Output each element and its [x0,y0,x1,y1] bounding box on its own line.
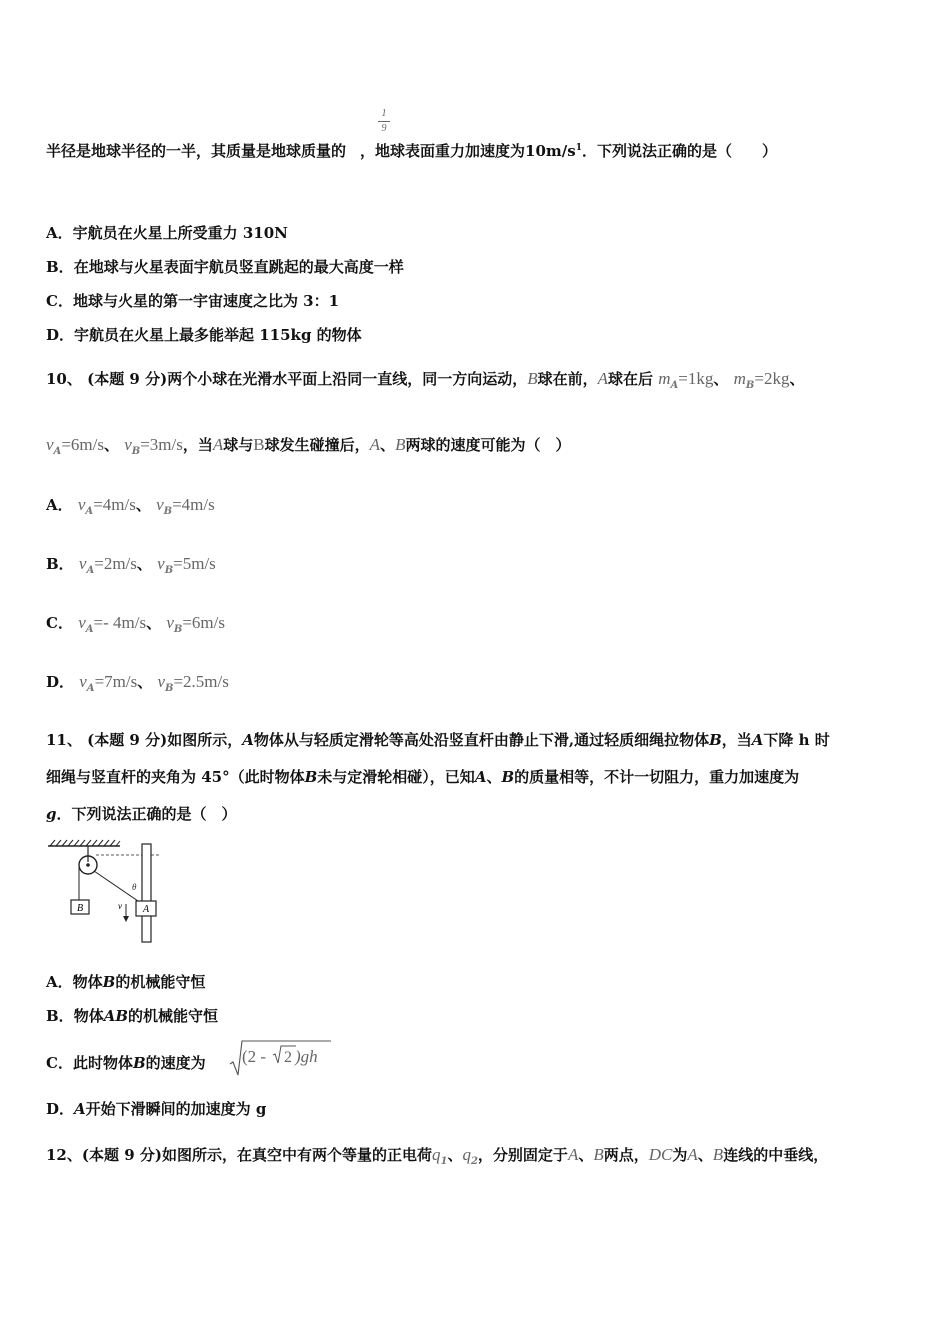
q12-stem-line1 [46,1144,828,1167]
option-text: 宇航员在火星上所受重力 310N [72,224,288,242]
separator: 、 [789,370,805,388]
var-B: B [712,1145,724,1164]
fraction-bar [378,121,390,122]
velocity-b-value: =6m/s [182,613,225,632]
q11-option-c [46,1052,206,1073]
q12-number: 12、 [46,1146,82,1164]
q10-text: 球发生碰撞后， [264,436,370,454]
option-text: 的机械能守恒 [128,1007,219,1025]
option-label: B． [46,1007,74,1025]
block-a-label: A [142,904,150,915]
var-A: A [597,369,608,388]
var-B: B [304,768,318,786]
q10-score: (本题 9 分) [87,370,168,388]
var-A: A [212,435,224,454]
q11-text: 下降 h 时 [763,731,830,749]
var-DC: DC [648,1145,673,1164]
q12-text: ，分别固定于 [477,1146,568,1164]
q12-text: 两点， [603,1146,649,1164]
velocity-b-value: =5m/s [173,554,216,573]
q11-text: 细绳与竖直杆的夹角为 45°（此时物体 [46,768,305,786]
option-text: 物体 [72,973,103,991]
block-b-label: B [76,903,84,914]
sqrt-inner-c: )gh [295,1047,318,1066]
q11-option-d [46,1098,266,1119]
q12-score: (本题 9 分) [81,1146,162,1164]
q10-option-c [46,612,225,635]
velocity-a-value: =6m/s [61,435,104,454]
separator: 、 [380,436,396,454]
q9-stem-c: ．下列说法正确的是（ ） [581,142,777,160]
option-var: AB [103,1007,129,1025]
sqrt-expression [228,1038,334,1078]
charge-q2-sub: 2 [470,1156,478,1167]
velocity-b-value: =2.5m/s [173,672,229,691]
q9-stem-a: 半径是地球半径的一半，其质量是地球质量的 [46,142,347,160]
separator: 、 [103,436,119,454]
separator: 、 [135,496,151,514]
q9-g-value: 10m/s [525,142,576,160]
option-label: D． [46,1100,75,1118]
velocity-a-symbol: v [78,554,87,573]
fraction-denominator: 9 [381,123,387,134]
velocity-a-sub: A [86,683,95,694]
var-B: B [395,435,406,454]
velocity-a-value: =- 4m/s [93,613,147,632]
option-label: A． [46,224,73,242]
option-var: A [74,1100,86,1118]
sqrt-inner-b: 2 [284,1049,292,1066]
var-g: g [46,805,57,823]
velocity-b-value: =4m/s [172,495,215,514]
option-text: 的速度为 [145,1054,206,1072]
option-text: 开始下滑瞬间的加速度为 g [85,1100,267,1118]
option-label: D． [46,673,75,691]
var-A: A [687,1145,698,1164]
option-label: C． [46,614,73,632]
q12-text: 连线的中垂线， [723,1146,829,1164]
q10-stem-line2 [46,434,570,457]
velocity-a-symbol: v [79,672,87,691]
velocity-b-symbol: v [157,554,165,573]
q10-stem-line1 [46,368,804,391]
mass-a-value: =1kg [678,369,714,388]
q10-text: 两球的速度可能为（ ） [405,436,571,454]
fraction-numerator: 1 [381,108,387,119]
var-B: B [253,435,265,454]
velocity-a-value: =2m/s [94,554,137,573]
separator: 、 [578,1146,594,1164]
q11-text: 如图所示， [167,731,243,749]
var-A: A [567,1145,579,1164]
q10-text: 两个小球在光滑水平面上沿同一直线，同一方向运动， [167,370,528,388]
q9-option-b [46,256,404,277]
mass-a-sub: A [670,380,679,391]
q11-text: ．下列说法正确的是（ ） [56,805,237,823]
option-var: B [102,973,116,991]
velocity-a-symbol: v [77,495,86,514]
velocity-a-sub: A [85,506,94,517]
option-text: 物体 [73,1007,104,1025]
separator: 、 [146,614,162,632]
theta-label: θ [132,882,137,892]
var-B: B [527,369,538,388]
velocity-b-sub: B [173,624,183,635]
q9-option-d [46,324,362,345]
q9-g-sup: 1 [575,143,582,153]
q11-option-a [46,971,205,992]
option-label: A． [46,973,73,991]
option-label: C． [46,292,73,310]
q11-stem-line2 [46,766,799,787]
velocity-arrow-head [123,916,129,922]
q11-stem-line3 [46,803,237,824]
q12-text: 如图所示，在真空中有两个等量的正电荷 [161,1146,432,1164]
charge-q1-sub: 1 [440,1156,448,1167]
option-label: B． [46,555,74,573]
option-text: 地球与火星的第一宇宙速度之比为 3：1 [72,292,340,310]
q12-text: 为 [672,1146,688,1164]
velocity-b-sub: B [163,506,173,517]
q10-option-b [46,553,216,576]
mass-b-sub: B [745,380,755,391]
ceiling-hatch [48,840,120,846]
velocity-label: v [118,901,122,911]
velocity-b-symbol: v [124,435,132,454]
option-label: C． [46,1054,73,1072]
var-B: B [501,768,515,786]
velocity-b-symbol: v [156,495,164,514]
mass-a-symbol: m [658,369,671,388]
var-A: A [751,731,764,749]
var-A: A [242,731,254,749]
q10-text: 球在前， [537,370,598,388]
var-A: A [369,435,381,454]
option-text: 宇航员在火星上最多能举起 115kg 的物体 [74,326,362,344]
velocity-a-value: =7m/s [94,672,138,691]
velocity-b-sub: B [131,446,141,457]
sqrt-inner-a: (2 - [242,1047,267,1066]
var-B: B [709,731,722,749]
option-var: B [132,1054,146,1072]
mass-b-value: =2kg [754,369,790,388]
option-text: 的机械能守恒 [115,973,206,991]
option-label: D． [46,326,75,344]
q10-text: ，当 [182,436,213,454]
q11-number: 11、 [46,731,82,749]
separator: 、 [713,370,729,388]
velocity-a-value: =4m/s [93,495,136,514]
velocity-b-sub: B [165,683,174,694]
option-text: 此时物体 [72,1054,133,1072]
velocity-a-symbol: v [78,613,86,632]
velocity-a-symbol: v [46,435,54,454]
q9-option-c [46,290,339,311]
q11-text: 的质量相等，不计一切阻力，重力加速度为 [514,768,800,786]
q11-text: 物体从与轻质定滑轮等高处沿竖直杆由静止下滑,通过轻质细绳拉物体 [253,731,710,749]
q10-number: 10、 [46,370,82,388]
q9-stem [46,140,777,161]
q9-stem-b: ，地球表面重力加速度为 [360,142,526,160]
velocity-a-sub: A [53,446,62,457]
q11-text: 未与定滑轮相碰），已知 [317,768,475,786]
vertical-rod [142,844,151,942]
q11-option-b [46,1005,218,1026]
velocity-a-sub: A [85,624,94,635]
velocity-b-symbol: v [166,613,174,632]
option-label: B． [46,258,74,276]
var-A: A [474,768,487,786]
separator: 、 [697,1146,713,1164]
charge-q1: q [431,1145,441,1164]
var-B: B [593,1145,604,1164]
charge-q2: q [462,1145,471,1164]
velocity-b-value: =3m/s [140,435,183,454]
pulley-diagram [46,838,166,948]
q9-option-a [46,222,288,243]
velocity-b-sub: B [164,565,174,576]
q11-text: 、 [486,768,502,786]
separator: 、 [136,555,152,573]
q11-stem-line1 [46,729,830,750]
q10-option-a [46,494,215,517]
pulley-axle [86,863,90,867]
option-label: A． [46,496,73,514]
velocity-a-sub: A [86,565,95,576]
option-text: 在地球与火星表面宇航员竖直跳起的最大高度一样 [73,258,404,276]
q11-text: ，当 [721,731,752,749]
mass-b-symbol: m [733,369,746,388]
q10-text: 球与 [223,436,254,454]
q11-score: (本题 9 分) [87,731,168,749]
separator: 、 [137,673,153,691]
velocity-b-symbol: v [157,672,166,691]
separator: 、 [447,1146,463,1164]
q10-text: 球在后 [608,370,654,388]
q10-option-d [46,671,229,694]
fraction-one-ninth [378,108,390,135]
